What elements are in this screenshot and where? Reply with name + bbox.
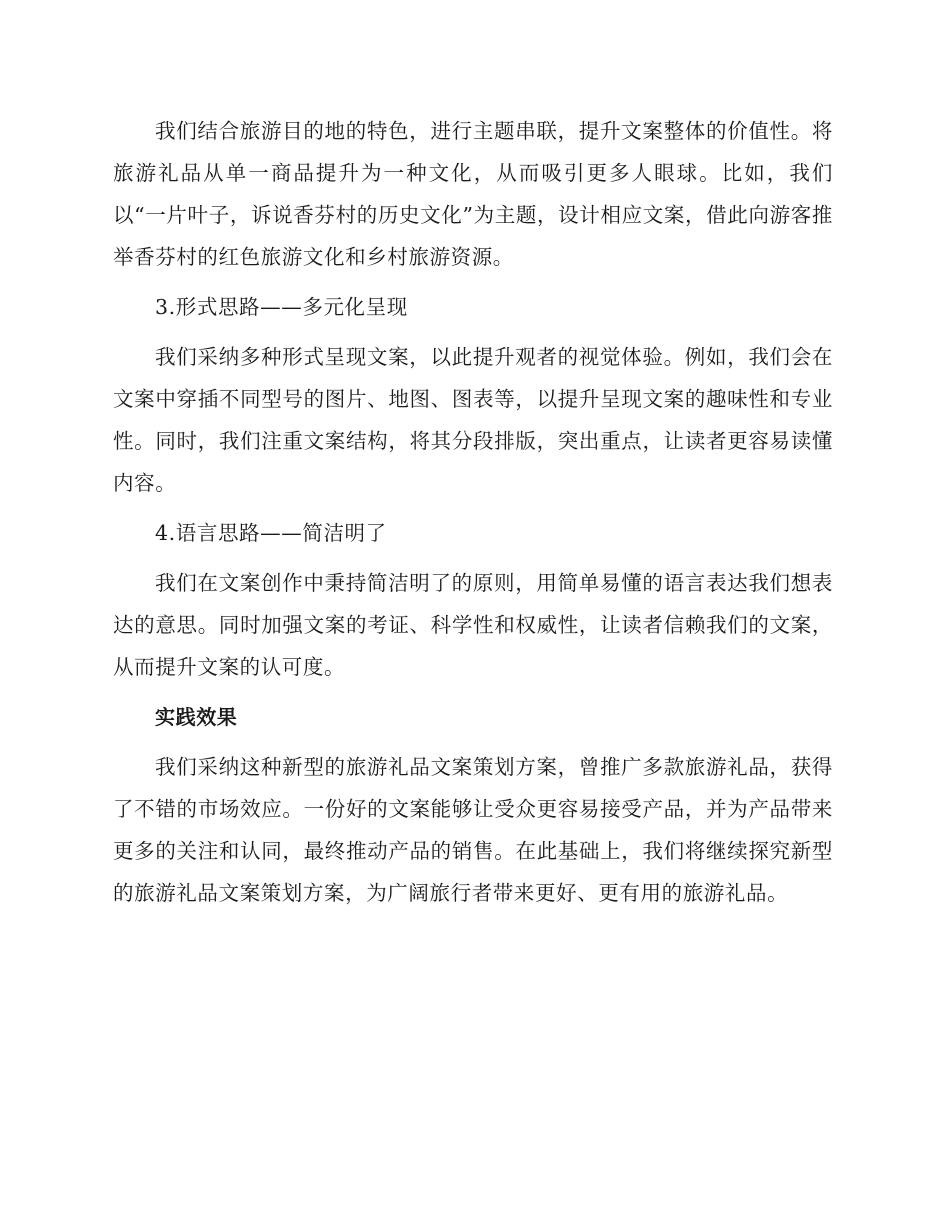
paragraph-concise-language: 我们在文案创作中秉持简洁明了的原则，用简单易懂的语言表达我们想表达的意思。同时加强文案的考证、科学性和权威性，让读者信赖我们的文案，从而提升文案的认可度。 (113, 571, 833, 679)
subheading-form-approach: 3.形式思路——多元化呈现 (155, 295, 408, 319)
paragraph-diverse-presentation: 我们采纳多种形式呈现文案，以此提升观者的视觉体验。例如，我们会在文案中穿插不同型号的图片、地图、图表等，以提升呈现文案的趣味性和专业性。同时，我们注重文案结构，将其分段排版，突出重点，让读者更容易读懂内容。 (113, 345, 833, 495)
paragraph-practice-results: 我们采纳这种新型的旅游礼品文案策划方案，曾推广多款旅游礼品，获得了不错的市场效应。一份好的文案能够让受众更容易接受产品，并为产品带来更多的关注和认同，最终推动产品的销售。在此基础上，我们将继续探究新型的旅游礼品文案策划方案，为广阔旅行者带来更好、更有用的旅游礼品。 (113, 755, 833, 905)
document-body (113, 110, 833, 922)
section-heading-practice-results: 实践效果 (155, 705, 238, 729)
subheading-language-approach: 4.语言思路——简洁明了 (155, 521, 387, 545)
paragraph-theme-linking: 我们结合旅游目的地的特色，进行主题串联，提升文案整体的价值性。将旅游礼品从单一商品提升为一种文化，从而吸引更多人眼球。比如，我们以“一片叶子，诉说香芬村的历史文化”为主题，设计相应文案，借此向游客推举香芬村的红色旅游文化和乡村旅游资源。 (113, 119, 833, 269)
